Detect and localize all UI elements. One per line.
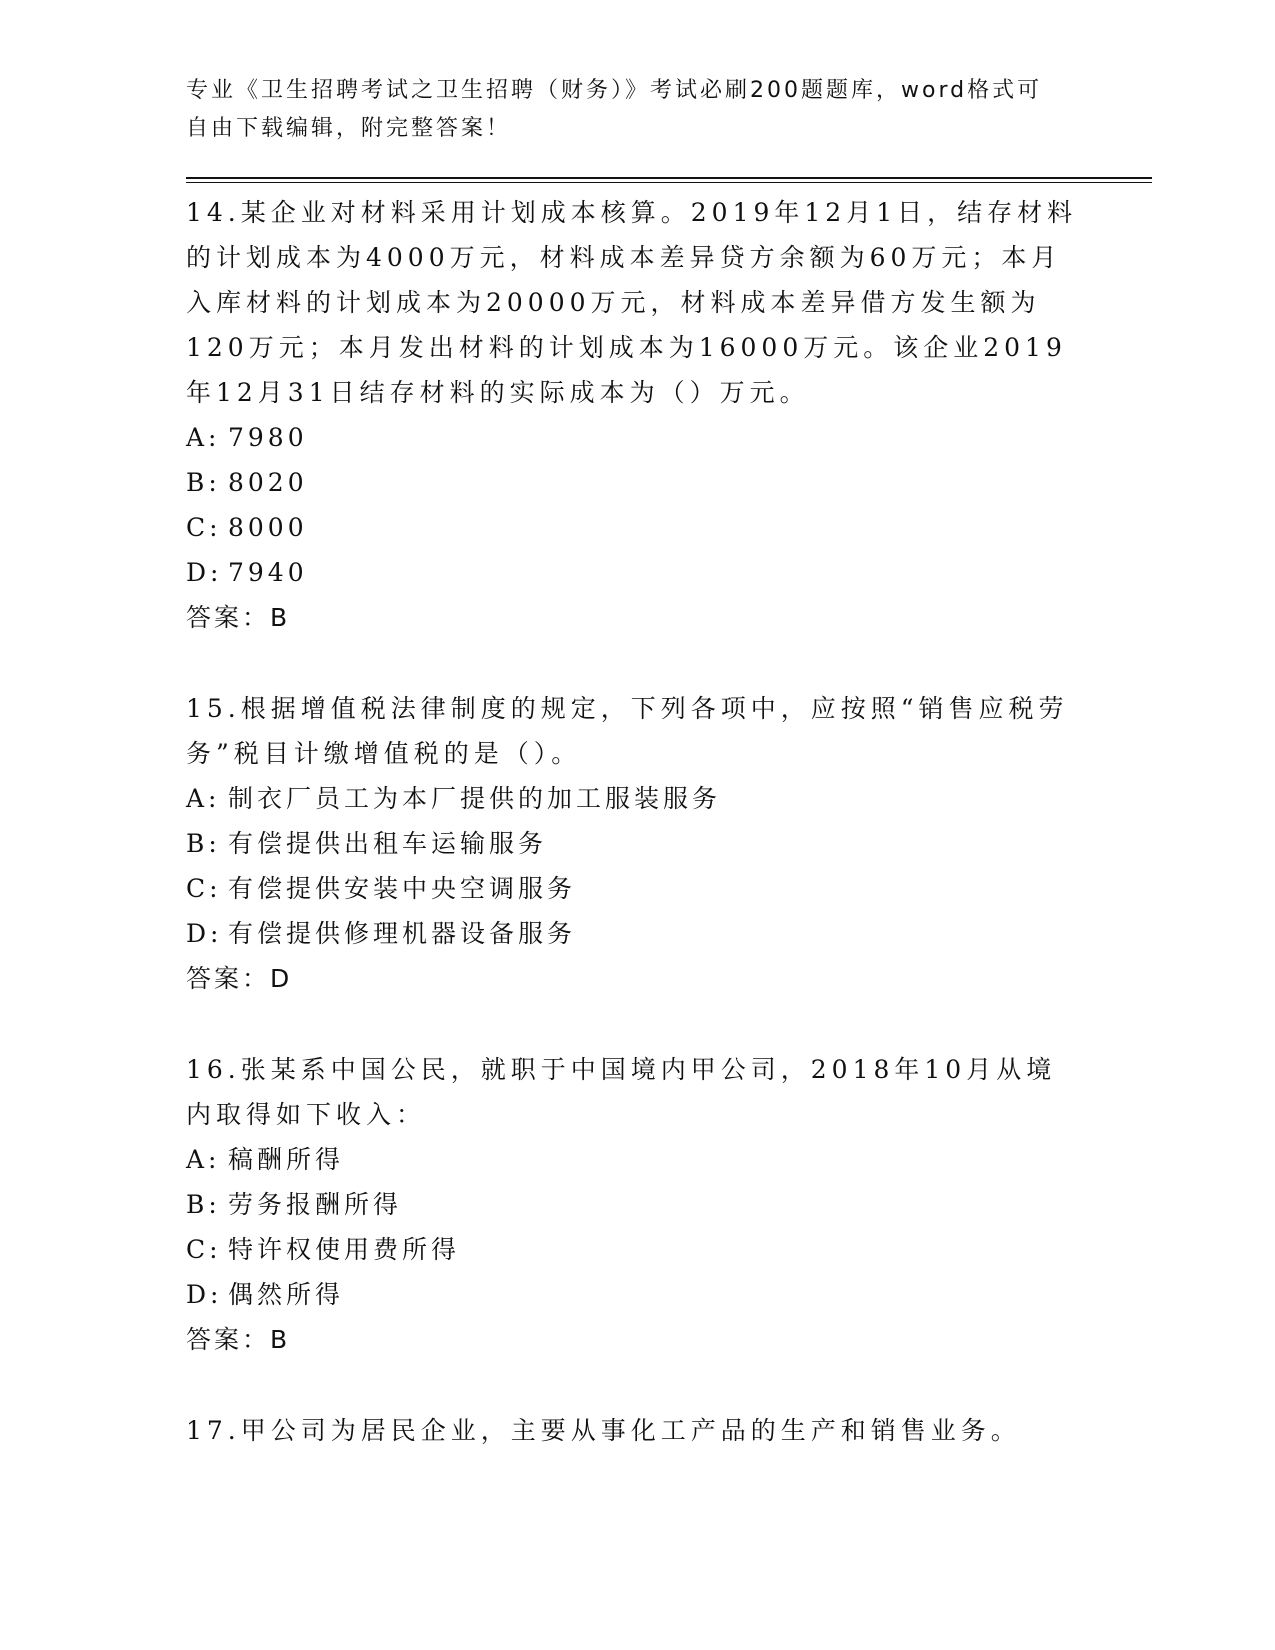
question-list <box>186 190 1086 1499</box>
question-15 <box>186 686 1086 1001</box>
option-key: B: <box>186 468 221 497</box>
option-key: D: <box>186 1280 223 1309</box>
option-d <box>186 550 1086 595</box>
answer-line: 答案：B <box>186 603 291 632</box>
option-text: 有偿提供安装中央空调服务 <box>228 874 577 903</box>
option-key: C: <box>186 513 222 542</box>
question-17 <box>186 1408 1086 1453</box>
option-text: 制衣厂员工为本厂提供的加工服装服务 <box>228 784 722 813</box>
question-stem: 16.张某系中国公民，就职于中国境内甲公司，2018年10月从境内取得如下收入： <box>186 1055 1057 1129</box>
option-text: 稿酬所得 <box>228 1145 345 1174</box>
option-key: D: <box>186 919 223 948</box>
option-c <box>186 866 1086 911</box>
header-divider-thick <box>186 177 1152 179</box>
option-key: C: <box>186 874 222 903</box>
option-text: 8020 <box>228 468 308 497</box>
option-key: B: <box>186 1190 221 1219</box>
option-b <box>186 1182 1086 1227</box>
option-key: A: <box>186 1145 221 1174</box>
option-a <box>186 1137 1086 1182</box>
option-text: 有偿提供修理机器设备服务 <box>228 919 577 948</box>
question-stem: 15.根据增值税法律制度的规定，下列各项中，应按照“销售应税劳务”税目计缴增值税的是（）。 <box>186 694 1069 768</box>
option-b <box>186 821 1086 866</box>
option-d <box>186 911 1086 956</box>
option-a <box>186 415 1086 460</box>
option-text: 有偿提供出租车运输服务 <box>228 829 548 858</box>
option-c <box>186 1227 1086 1272</box>
option-key: A: <box>186 423 221 452</box>
option-c <box>186 505 1086 550</box>
option-text: 7940 <box>228 558 308 587</box>
option-a <box>186 776 1086 821</box>
document-header: 专业《卫生招聘考试之卫生招聘（财务）》考试必刷200题题库，word格式可自由下载编辑，附完整答案！ <box>186 78 1043 141</box>
option-key: C: <box>186 1235 222 1264</box>
option-b <box>186 460 1086 505</box>
option-key: A: <box>186 784 221 813</box>
answer-line: 答案：B <box>186 1325 291 1354</box>
header-divider-thin <box>186 182 1152 183</box>
option-text: 8000 <box>228 513 308 542</box>
option-key: B: <box>186 829 221 858</box>
question-stem: 17.甲公司为居民企业，主要从事化工产品的生产和销售业务。 <box>186 1416 1021 1445</box>
option-text: 劳务报酬所得 <box>228 1190 403 1219</box>
question-16 <box>186 1047 1086 1362</box>
option-text: 偶然所得 <box>228 1280 345 1309</box>
answer-line: 答案：D <box>186 964 293 993</box>
option-d <box>186 1272 1086 1317</box>
option-text: 7980 <box>228 423 308 452</box>
option-text: 特许权使用费所得 <box>228 1235 461 1264</box>
question-14 <box>186 190 1086 640</box>
question-stem: 14.某企业对材料采用计划成本核算。2019年12月1日，结存材料的计划成本为4000万元，材料成本差异贷方余额为60万元；本月入库材料的计划成本为20000万元，材料成本差异借方发生额为120万元；本月发出材料的计划成本为16000万元。该企业2019年12月31日结存材料的实际成本为（）万元。 <box>186 198 1078 407</box>
option-key: D: <box>186 558 223 587</box>
